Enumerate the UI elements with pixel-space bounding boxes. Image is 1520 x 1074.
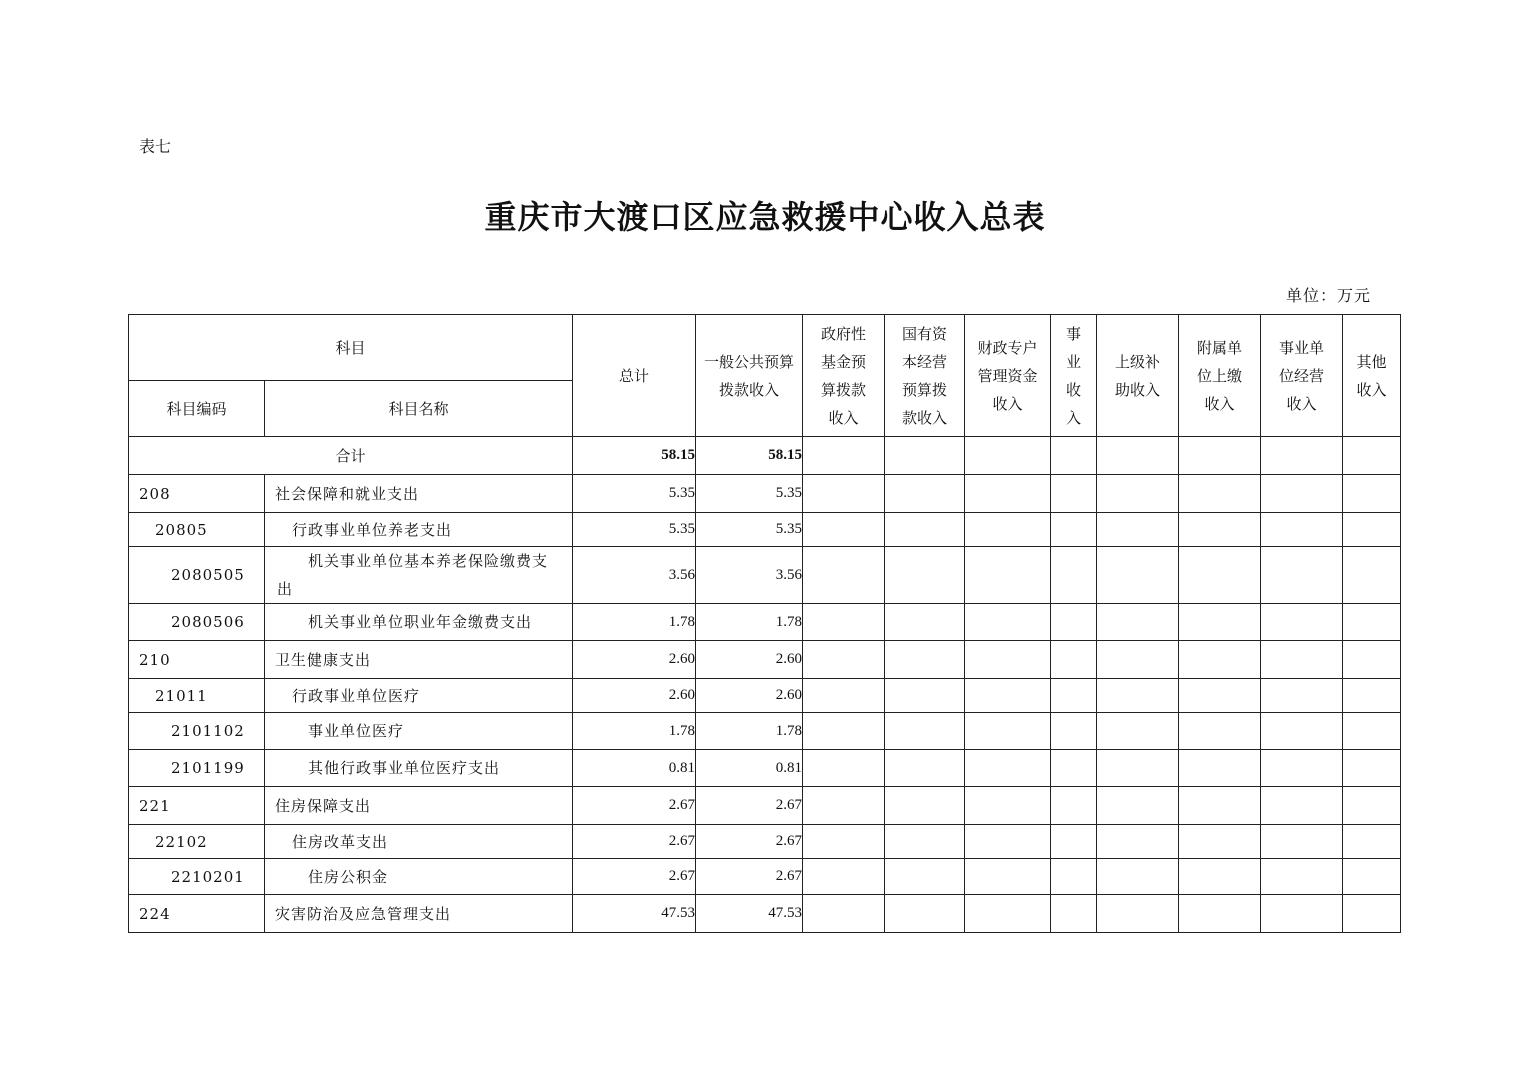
- table-row: [129, 641, 1401, 679]
- row-total: 1.78: [573, 604, 696, 641]
- table-row: [129, 679, 1401, 713]
- row-name: 灾害防治及应急管理支出: [265, 895, 573, 933]
- row-name: 住房公积金: [265, 859, 573, 895]
- row-code: 208: [129, 475, 265, 513]
- row-code: 2080506: [129, 604, 265, 641]
- header-total: 总计: [573, 315, 696, 437]
- row-total: 2.67: [573, 825, 696, 859]
- total-row-general: 58.15: [696, 437, 803, 475]
- row-total: 2.67: [573, 859, 696, 895]
- document-title: 重庆市大渡口区应急救援中心收入总表: [484, 198, 1046, 236]
- row-name: 住房改革支出: [265, 825, 573, 859]
- row-total: 1.78: [573, 713, 696, 750]
- row-general: 47.53: [696, 895, 803, 933]
- header-subject-name: 科目名称: [265, 381, 573, 437]
- header-other-income: 其他收入: [1343, 315, 1401, 437]
- row-name: 事业单位医疗: [265, 713, 573, 750]
- row-name: 社会保障和就业支出: [265, 475, 573, 513]
- row-code: 2101199: [129, 750, 265, 787]
- row-general: 2.67: [696, 787, 803, 825]
- row-name: 住房保障支出: [265, 787, 573, 825]
- header-affiliated-payment: 附属单位上缴收入: [1179, 315, 1261, 437]
- table-row: [129, 713, 1401, 750]
- row-general: 1.78: [696, 713, 803, 750]
- row-general: 5.35: [696, 475, 803, 513]
- table-row: [129, 475, 1401, 513]
- row-code: 20805: [129, 513, 265, 547]
- row-total: 2.67: [573, 787, 696, 825]
- table-number-label: 表七: [139, 137, 172, 156]
- row-total: 2.60: [573, 641, 696, 679]
- total-row: [129, 437, 1401, 475]
- header-business-operating: 事业单位经营收入: [1261, 315, 1343, 437]
- row-name: 机关事业单位职业年金缴费支出: [265, 604, 573, 641]
- row-general: 2.60: [696, 641, 803, 679]
- income-summary-table: [128, 314, 1401, 933]
- row-total: 47.53: [573, 895, 696, 933]
- unit-label: 单位：万元: [1286, 286, 1372, 305]
- row-general: 2.67: [696, 859, 803, 895]
- row-name: 其他行政事业单位医疗支出: [265, 750, 573, 787]
- header-business-income: 事业收入: [1051, 315, 1097, 437]
- row-name: 机关事业单位基本养老保险缴费支出: [265, 547, 573, 604]
- row-code: 221: [129, 787, 265, 825]
- row-code: 2080505: [129, 547, 265, 604]
- header-state-capital: 国有资本经营预算拨款收入: [885, 315, 965, 437]
- row-total: 5.35: [573, 513, 696, 547]
- row-general: 2.67: [696, 825, 803, 859]
- total-row-total: 58.15: [573, 437, 696, 475]
- row-code: 224: [129, 895, 265, 933]
- table-row: [129, 787, 1401, 825]
- table-row: [129, 547, 1401, 604]
- row-code: 2210201: [129, 859, 265, 895]
- row-total: 0.81: [573, 750, 696, 787]
- table-row: [129, 859, 1401, 895]
- row-code: 21011: [129, 679, 265, 713]
- row-total: 2.60: [573, 679, 696, 713]
- table-row: [129, 604, 1401, 641]
- header-subject: 科目: [129, 315, 573, 381]
- row-general: 2.60: [696, 679, 803, 713]
- row-total: 3.56: [573, 547, 696, 604]
- row-general: 0.81: [696, 750, 803, 787]
- table-row: [129, 895, 1401, 933]
- header-gov-fund: 政府性基金预算拨款收入: [803, 315, 885, 437]
- header-general-budget: 一般公共预算拨款收入: [696, 315, 803, 437]
- row-general: 3.56: [696, 547, 803, 604]
- table-row: [129, 750, 1401, 787]
- table-row: [129, 825, 1401, 859]
- header-subject-code: 科目编码: [129, 381, 265, 437]
- row-name: 行政事业单位养老支出: [265, 513, 573, 547]
- row-name: 卫生健康支出: [265, 641, 573, 679]
- row-code: 22102: [129, 825, 265, 859]
- row-general: 1.78: [696, 604, 803, 641]
- table-row: [129, 513, 1401, 547]
- header-superior-subsidy: 上级补助收入: [1097, 315, 1179, 437]
- row-code: 210: [129, 641, 265, 679]
- header-fiscal-special: 财政专户管理资金收入: [965, 315, 1051, 437]
- row-total: 5.35: [573, 475, 696, 513]
- row-name: 行政事业单位医疗: [265, 679, 573, 713]
- row-general: 5.35: [696, 513, 803, 547]
- total-row-label: 合计: [129, 437, 573, 475]
- row-code: 2101102: [129, 713, 265, 750]
